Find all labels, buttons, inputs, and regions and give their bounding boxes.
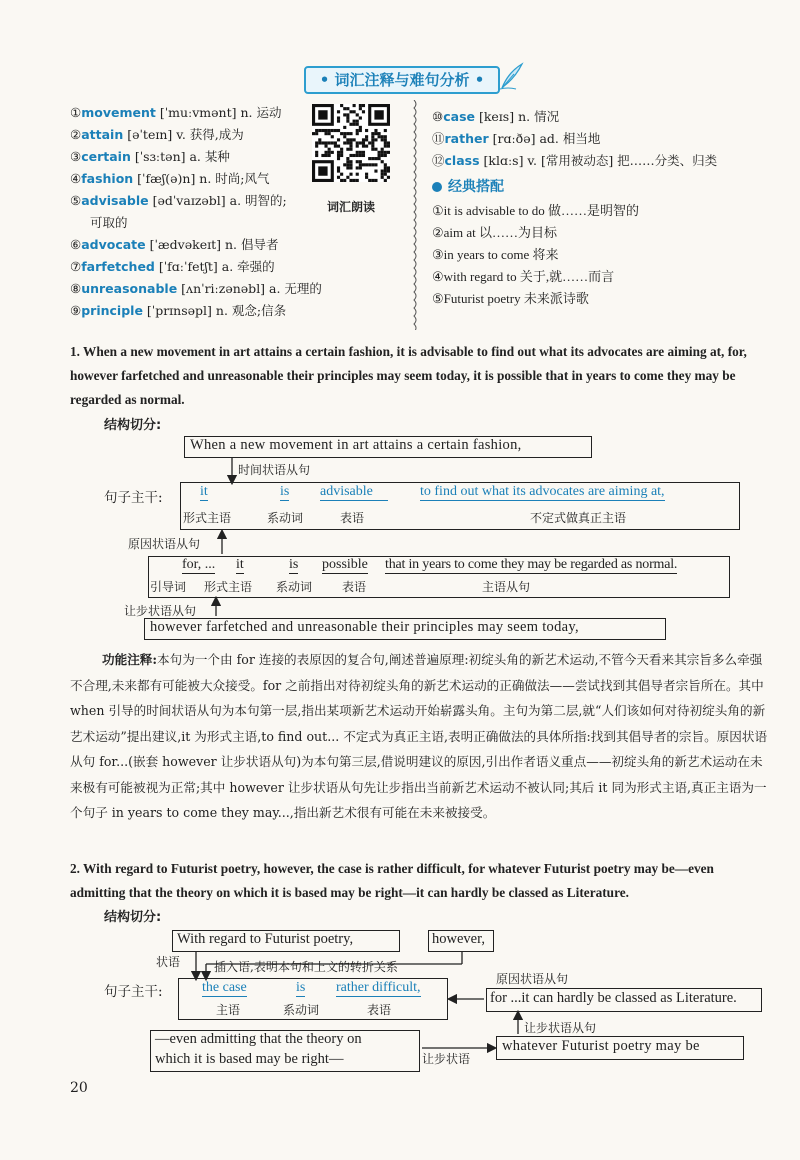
vocab-word: attain [81,127,124,142]
s2-even-line2: which it is based may be right— [155,1051,344,1067]
s1-tag-real-subject: 不定式做真正主语 [530,511,627,525]
vocab-word: unreasonable [81,281,178,296]
phrase-item: ③in years to come 将来 [432,247,559,262]
vocab-word: fashion [81,171,134,186]
vocab-word: advocate [81,237,146,252]
vocab-definition: [ədˈvaɪzəbl] a. 明智的; [148,193,287,208]
vocab-word: farfetched [81,259,155,274]
s1-main-advisable: advisable [320,484,388,501]
vocab-definition: [ˈmuːvmənt] n. 运动 [155,105,282,120]
s1-tag-formal-subject: 形式主语 [183,511,232,525]
vocab-number: ⑨ [70,303,82,318]
sentence-1: 1. When a new movement in art attains a certain fashion, it is advisable to find out what its advocates are aiming at, for, however farfetched and unreasonable their principles may seem today, it is possible that in years to come they may be regarded as normal. [70,344,747,407]
s1-main-infinitive: to find out what its advocates are aiming at, [420,484,665,499]
section-banner: • 词汇注释与难句分析 • [304,66,500,94]
s2-main-subject: the case [202,980,247,995]
vocab-number: ⑧ [70,281,82,296]
s1-tag-predicative: 表语 [340,511,365,525]
s1-note-text: 本句为一个由 for 连接的表原因的复合句,阐述普遍原理:初绽头角的新艺术运动,不管今天看来其宗旨多么牵强不合理,未来都有可能被大众接受。for 之前指出对待初绽头角的新艺术运动的正确做法——尝试找到其倡导者宗旨所在。其中 when 引导的时间状语从句为本句第一层,指出某项新艺术运动开始崭露头角。主句为第二层,就“人们该如何对待初绽头角的新艺术运动”提出建议,it 为形式主语,to find out... 不定式为真正主语,表明正确做法的具体所指:找到其倡导者的宗旨。原因状语从句 for...(嵌套 however 让步状语从句)为本句第三层,借说明建议的原因,引出作者语义重点——初绽头角的新艺术运动在未来极有可能被视为正常;其中 however 让步状语从句先让步指出当前新艺术运动不被认同;其后 it 同为形式主语,真正主语为一个句子 in years to come they may...,指出新艺术很有可能在未来被接受。 [70,652,768,820]
s1-when-clause: When a new movement in art attains a certain fashion, [190,437,522,453]
s2-however: however, [432,931,485,947]
vocab-word: rather [444,131,489,146]
s1-main-is: is [280,484,290,499]
vocab-word: class [444,153,480,168]
vocab-definition: [ˈfɑːˈfetʃt] a. 牵强的 [154,259,275,274]
s1-reason-that-clause: that in years to come they may be regarded as normal. [385,557,678,572]
s1-main-label: 句子主干: [104,490,163,506]
vocab-word: movement [81,105,156,120]
vocab-definition: [ˈsɜːtən] a. 某种 [130,149,230,164]
s1-reason-for: for, ... [182,557,216,572]
s1-tag-introducer: 引导词 [150,580,187,594]
vocab-definition: [ˈprɪnsəpl] n. 观念;信条 [142,303,287,318]
s1-structure-label: 结构切分: [104,418,162,433]
page-number: 20 [70,1080,88,1096]
vocab-definition: [əˈteɪn] v. 获得,成为 [123,127,244,142]
s1-main-it: it [200,484,208,499]
vocab-word: advisable [81,193,149,208]
s2-tag-linking-verb: 系动词 [283,1003,320,1017]
s2-tag-subject: 主语 [216,1003,241,1017]
vocab-number: ⑫ [432,153,445,168]
vocab-definition: [ˈædvəkeɪt] n. 倡导者 [145,237,279,252]
s2-adverbial-tag: 状语 [156,955,181,969]
phrase-item: ④with regard to 关于,就……而言 [432,269,615,284]
vocab-number: ③ [70,149,82,164]
s2-main-is: is [296,980,306,995]
vocab-number: ② [70,127,82,142]
s2-concession-tag: 让步状语从句 [524,1021,597,1035]
s2-structure-label: 结构切分: [104,910,162,925]
s1-concession-clause: however farfetched and unreasonable their principles may seem today, [150,619,579,635]
vocab-definition: [ʌnˈriːzənəbl] a. 无理的 [177,281,322,296]
s1-tag-subject-clause: 主语从句 [482,580,531,594]
vocab-word: case [443,109,475,124]
vocab-number: ⑪ [432,131,445,146]
vocab-definition: [rɑːðə] ad. 相当地 [488,131,601,146]
s2-even-line1: —even admitting that the theory on [155,1031,362,1047]
vocab-definition: [ˈfæʃ(ə)n] n. 时尚;风气 [133,171,270,186]
vocab-number: ⑥ [70,237,82,252]
s2-with-clause: With regard to Futurist poetry, [177,931,354,947]
s1-tag-predicative-2: 表语 [342,580,367,594]
vocab-definition: [keɪs] n. 情况 [474,109,560,124]
s2-reason-tag: 原因状语从句 [496,972,569,986]
vocab-word: certain [81,149,131,164]
s2-insert-tag: 插入语,表明本句和上文的转折关系 [214,960,398,974]
phrase-item: ②aim at 以……为目标 [432,225,558,240]
s2-whatever-clause: whatever Futurist poetry may be [502,1038,700,1054]
s2-tag-predicative: 表语 [367,1003,392,1017]
s1-tag-formal-subject-2: 形式主语 [204,580,253,594]
s1-tag-linking-verb: 系动词 [267,511,304,525]
s2-concession-tag-2: 让步状语 [422,1052,471,1066]
phrase-item: ①it is advisable to do 做……是明智的 [432,203,640,218]
vocab-definition: 可取的 [90,215,128,230]
s1-when-tag: 时间状语从句 [238,463,311,477]
sentence-2: 2. With regard to Futurist poetry, however, the case is rather difficult, for whatever Futurist poetry may be—even admitting that the theory on which it is based may be right—it can hardly be classed as Literature. [70,861,714,900]
s2-reason-clause: for ...it can hardly be classed as Literature. [490,990,737,1006]
s1-tag-linking-verb-2: 系动词 [276,580,313,594]
phrases-header: 经典搭配 [432,176,504,196]
s1-reason-possible: possible [322,557,368,572]
s1-note-label: 功能注释: [102,652,158,667]
vocab-number: ① [70,105,82,120]
phrase-item: ⑤Futurist poetry 未来派诗歌 [432,291,589,306]
s1-concession-tag: 让步状语从句 [124,604,197,618]
vocab-word: principle [81,303,143,318]
s1-reason-it: it [236,557,244,572]
vocab-number: ⑦ [70,259,82,274]
vocab-number: ⑤ [70,193,82,208]
vocab-number: ⑩ [432,109,444,124]
s2-main-predicative: rather difficult, [336,980,421,995]
vocab-number: ④ [70,171,82,186]
vocab-definition: [klɑːs] v. [常用被动态] 把……分类、归类 [479,153,718,168]
qr-caption: 词汇朗读 [326,200,375,214]
s1-reason-is: is [289,557,299,572]
s2-main-label: 句子主干: [104,984,163,1000]
s1-reason-tag: 原因状语从句 [128,537,201,551]
